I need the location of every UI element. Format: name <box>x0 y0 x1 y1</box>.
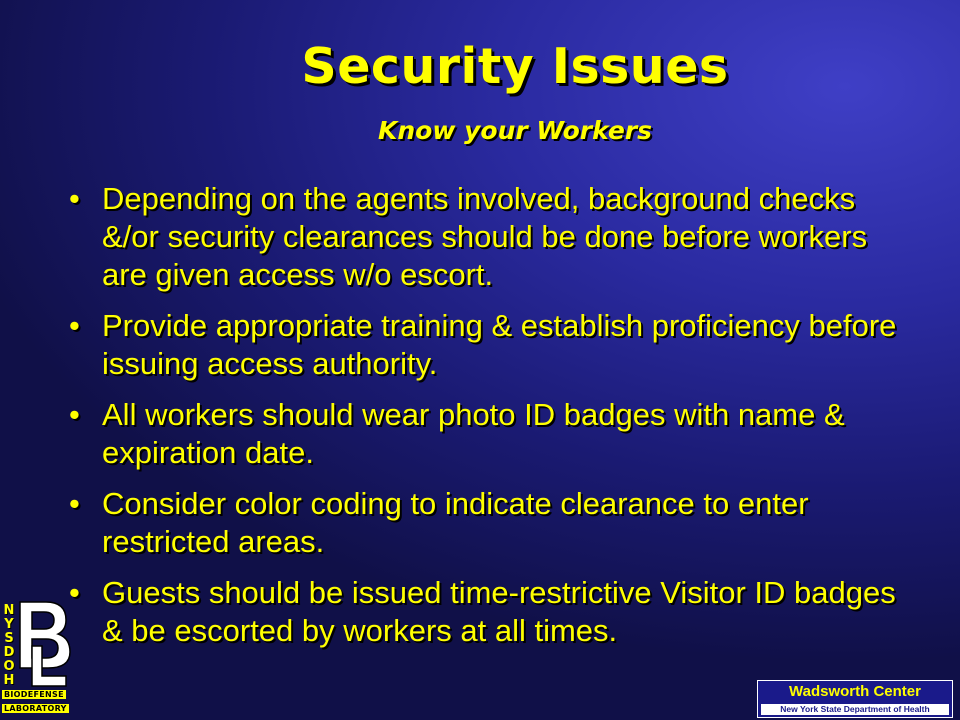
logo-line-biodefense: BIODEFENSE <box>4 690 64 699</box>
bullet-icon: • <box>69 397 80 432</box>
bullet-item <box>64 307 914 383</box>
logo-letter: S <box>4 631 14 646</box>
logo-line-laboratory: LABORATORY <box>4 704 67 713</box>
logo-letters <box>2 604 16 688</box>
bullet-text: Depending on the agents involved, background checks &/or security clearances should be done before workers are given access w/o escort. <box>102 181 868 292</box>
bl-monogram-icon <box>16 598 76 690</box>
logo-letter: H <box>3 673 15 688</box>
bullet-icon: • <box>69 308 80 343</box>
bullet-icon: • <box>69 486 80 521</box>
logo-letter: Y <box>4 617 14 632</box>
nysdoh-biodefense-logo <box>0 598 120 720</box>
logo-letter: D <box>3 645 15 660</box>
logo-letter: N <box>3 603 15 618</box>
logo-letter: O <box>3 659 15 674</box>
dept-name: New York State Department of Health <box>761 704 949 715</box>
bullet-icon: • <box>69 181 80 216</box>
bullet-item <box>64 396 914 472</box>
bullet-icon: • <box>69 575 80 610</box>
org-name: Wadsworth Center <box>789 683 921 700</box>
bullet-text: Guests should be issued time-restrictive Visitor ID badges & be escorted by workers at all times. <box>102 575 896 648</box>
bullet-text: Consider color coding to indicate clearance to enter restricted areas. <box>102 486 809 559</box>
bullet-item <box>64 180 914 294</box>
bullet-item <box>64 574 914 650</box>
slide-title: Security Issues <box>301 38 729 95</box>
bullet-text: All workers should wear photo ID badges with name & expiration date. <box>102 397 845 470</box>
bullet-text: Provide appropriate training & establish proficiency before issuing access authority. <box>102 308 897 381</box>
bullet-item <box>64 485 914 561</box>
wadsworth-center-badge <box>757 680 953 718</box>
slide-subtitle: Know your Workers <box>377 116 653 145</box>
bullet-list <box>64 180 914 663</box>
